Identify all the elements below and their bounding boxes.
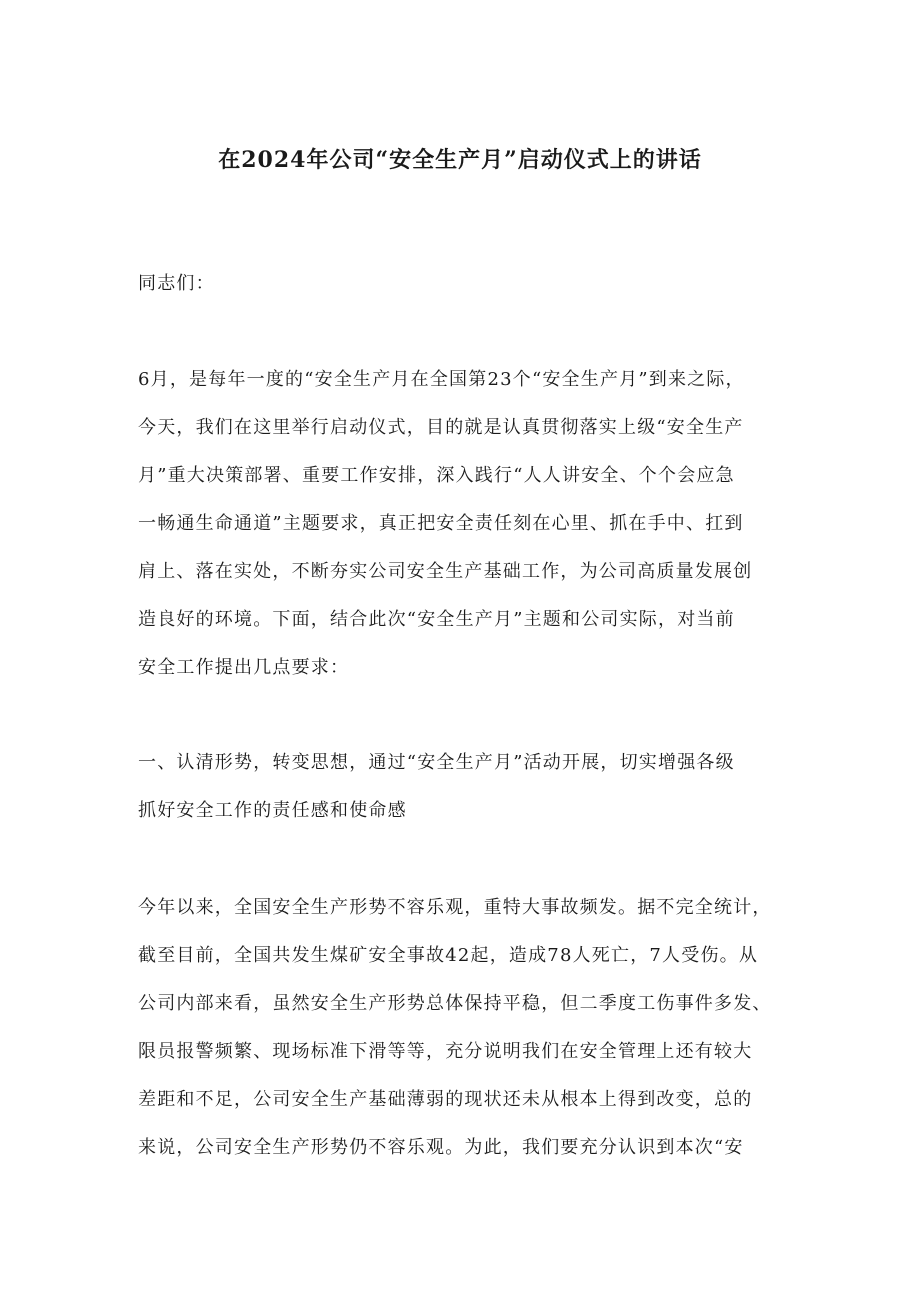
paragraph-line: 今天，我们在这里举行启动仪式，目的就是认真贯彻落实上级“安全生产 xyxy=(138,417,744,438)
salutation xyxy=(138,260,798,308)
paragraph-line: 公司内部来看，虽然安全生产形势总体保持平稳，但二季度工伤事件多发、 xyxy=(138,993,772,1014)
heading-line: 一、认清形势，转变思想，通过“安全生产月”活动开展，切实增强各级 xyxy=(138,752,735,773)
heading-line: 抓好安全工作的责任感和使命感 xyxy=(138,800,407,821)
paragraph-line: 安全工作提出几点要求： xyxy=(138,657,350,678)
paragraph-1 xyxy=(138,356,798,692)
document-title: 在2024年公司“安全生产月”启动仪式上的讲话 xyxy=(218,147,702,173)
paragraph-line: 肩上、落在实处，不断夯实公司安全生产基础工作，为公司高质量发展创 xyxy=(138,561,753,582)
paragraph-line: 造良好的环境。下面，结合此次“安全生产月”主题和公司实际，对当前 xyxy=(138,609,735,630)
paragraph-line: 限员报警频繁、现场标准下滑等等，充分说明我们在安全管理上还有较大 xyxy=(138,1041,753,1062)
salutation-line: 同志们： xyxy=(138,273,215,294)
paragraph-line: 截至目前，全国共发生煤矿安全事故42起，造成78人死亡，7人受伤。从 xyxy=(138,945,759,966)
section-heading-1 xyxy=(138,739,798,835)
paragraph-line: 差距和不足，公司安全生产基础薄弱的现状还未从根本上得到改变，总的 xyxy=(138,1089,753,1110)
paragraph-line: 今年以来，全国安全生产形势不容乐观，重特大事故频发。据不完全统计， xyxy=(138,897,772,918)
paragraph-line: 一畅通生命通道”主题要求，真正把安全责任刻在心里、抓在手中、扛到 xyxy=(138,513,744,534)
paragraph-line: 月”重大决策部署、重要工作安排，深入践行“人人讲安全、个个会应急 xyxy=(138,465,735,486)
paragraph-line: 6月，是每年一度的“安全生产月在全国第23个“安全生产月”到来之际， xyxy=(138,369,745,390)
paragraph-2 xyxy=(138,884,798,1172)
paragraph-line: 来说，公司安全生产形势仍不容乐观。为此，我们要充分认识到本次“安 xyxy=(138,1137,744,1158)
